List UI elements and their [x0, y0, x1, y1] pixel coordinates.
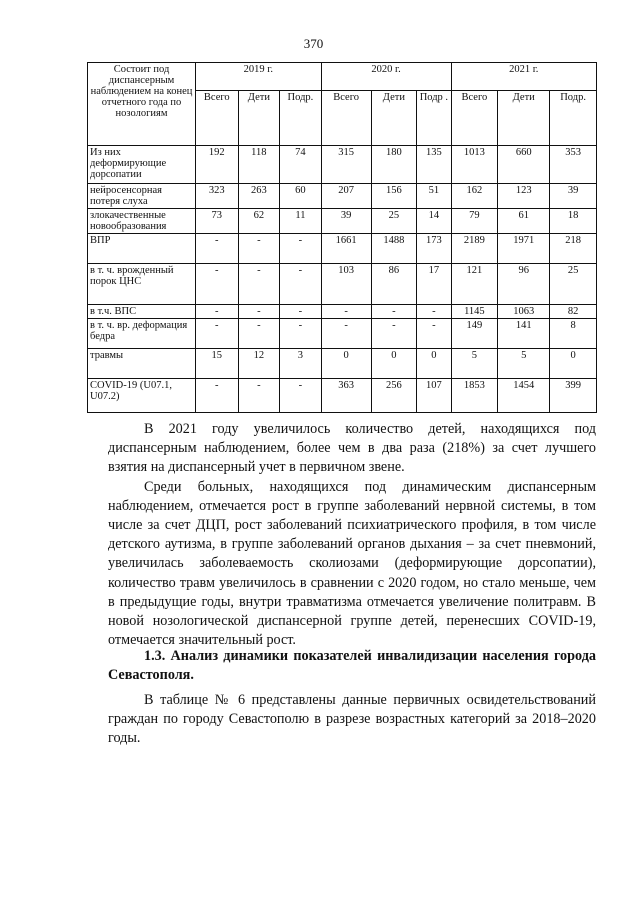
table-cell: 118 — [238, 146, 280, 184]
table-cell: - — [321, 305, 371, 319]
column-header: Подр. — [280, 91, 322, 146]
table-cell: - — [417, 305, 451, 319]
page-number: 370 — [303, 36, 324, 51]
table-cell: 1063 — [498, 305, 550, 319]
table-cell: - — [196, 264, 239, 305]
column-header: Подр . — [417, 91, 451, 146]
body-text-block-1 — [108, 420, 596, 650]
table-row — [88, 379, 597, 413]
table-cell: 141 — [498, 319, 550, 349]
table-cell: - — [371, 305, 417, 319]
table-row — [88, 184, 597, 209]
table-cell: 162 — [451, 184, 498, 209]
table-cell: 5 — [451, 349, 498, 379]
table-cell: - — [196, 379, 239, 413]
table-cell: 14 — [417, 209, 451, 234]
table-cell: - — [280, 264, 322, 305]
column-header: Всего — [196, 91, 239, 146]
table-cell: 315 — [321, 146, 371, 184]
table-cell: - — [280, 305, 322, 319]
table-cell: 17 — [417, 264, 451, 305]
table-cell: - — [280, 234, 322, 264]
table-cell: 61 — [498, 209, 550, 234]
table-cell: 39 — [550, 184, 597, 209]
table-cell: 74 — [280, 146, 322, 184]
table-cell: 0 — [550, 349, 597, 379]
table-row — [88, 349, 597, 379]
table-cell: 11 — [280, 209, 322, 234]
table-cell: - — [196, 234, 239, 264]
table-cell: - — [371, 319, 417, 349]
row-label: в т.ч. ВПС — [88, 305, 196, 319]
table-cell: 79 — [451, 209, 498, 234]
table-row — [88, 234, 597, 264]
table-cell: 149 — [451, 319, 498, 349]
table-row — [88, 264, 597, 305]
table-cell: - — [280, 379, 322, 413]
section-heading: 1.3. Анализ динамики показателей инвалидизации населения города Севастополя. — [108, 648, 596, 684]
table-cell: 103 — [321, 264, 371, 305]
table-cell: 60 — [280, 184, 322, 209]
table-cell: 123 — [498, 184, 550, 209]
table-cell: 173 — [417, 234, 451, 264]
disability-table — [87, 62, 597, 413]
table-row — [88, 319, 597, 349]
table-cell: 256 — [371, 379, 417, 413]
row-label: нейросенсорная потеря слуха — [88, 184, 196, 209]
table-cell: - — [238, 264, 280, 305]
table-cell: 73 — [196, 209, 239, 234]
body-text-block-2 — [108, 691, 596, 749]
table-cell: 0 — [417, 349, 451, 379]
table-cell: 62 — [238, 209, 280, 234]
row-label: злокачественные новообразования — [88, 209, 196, 234]
column-header: Подр. — [550, 91, 597, 146]
table-cell: 180 — [371, 146, 417, 184]
table-cell: 51 — [417, 184, 451, 209]
table-row — [88, 146, 597, 184]
table-cell: 1488 — [371, 234, 417, 264]
table-cell: 96 — [498, 264, 550, 305]
table-cell: 1853 — [451, 379, 498, 413]
year-header-row — [88, 63, 597, 91]
row-label: Из них деформирующие дорсопатии — [88, 146, 196, 184]
table-cell: 156 — [371, 184, 417, 209]
table-cell: 121 — [451, 264, 498, 305]
table-cell: 12 — [238, 349, 280, 379]
row-label: ВПР — [88, 234, 196, 264]
table-cell: 660 — [498, 146, 550, 184]
column-header: Дети — [238, 91, 280, 146]
table-row — [88, 209, 597, 234]
table-cell: 25 — [371, 209, 417, 234]
year-header: 2019 г. — [196, 63, 322, 91]
table-cell: 399 — [550, 379, 597, 413]
table-cell: - — [321, 319, 371, 349]
table-cell: 218 — [550, 234, 597, 264]
table-cell: 15 — [196, 349, 239, 379]
table-cell: 135 — [417, 146, 451, 184]
table-cell: - — [238, 379, 280, 413]
column-header: Всего — [451, 91, 498, 146]
corner-header: Состоит под диспансерным наблюдением на конец отчетного года по нозологиям — [88, 63, 196, 146]
paragraph-3: В таблице № 6 представлены данные первичных освидетельствований граждан по городу Севастополю в разрезе возрастных категорий за 2018–2020 годы. — [108, 692, 596, 747]
table-cell: 3 — [280, 349, 322, 379]
table-cell: 263 — [238, 184, 280, 209]
table-cell: - — [196, 319, 239, 349]
table-cell: 363 — [321, 379, 371, 413]
table-cell: 8 — [550, 319, 597, 349]
table-cell: 1661 — [321, 234, 371, 264]
table-cell: 1454 — [498, 379, 550, 413]
table-cell: 1971 — [498, 234, 550, 264]
table-cell: 1013 — [451, 146, 498, 184]
row-label: травмы — [88, 349, 196, 379]
table-cell: 1145 — [451, 305, 498, 319]
table-row — [88, 305, 597, 319]
year-header: 2021 г. — [451, 63, 596, 91]
table-cell: 82 — [550, 305, 597, 319]
table-cell: - — [417, 319, 451, 349]
table-cell: 5 — [498, 349, 550, 379]
row-label: COVID-19 (U07.1, U07.2) — [88, 379, 196, 413]
row-label: в т. ч. врожденный порок ЦНС — [88, 264, 196, 305]
table-cell: - — [280, 319, 322, 349]
row-label: в т. ч. вр. деформация бедра — [88, 319, 196, 349]
table-cell: 107 — [417, 379, 451, 413]
table-cell: 0 — [371, 349, 417, 379]
paragraph-1: В 2021 году увеличилось количество детей, находящихся под диспансерным наблюдением, более чем в два раза (218%) за счет лучшего взятия на диспансерный учет в первичном звене. — [108, 421, 596, 476]
column-header: Всего — [321, 91, 371, 146]
table-cell: 86 — [371, 264, 417, 305]
table-cell: 207 — [321, 184, 371, 209]
table-cell: - — [196, 305, 239, 319]
table-cell: 25 — [550, 264, 597, 305]
table-cell: - — [238, 305, 280, 319]
table-cell: 0 — [321, 349, 371, 379]
table-cell: - — [238, 319, 280, 349]
table-cell: 2189 — [451, 234, 498, 264]
column-header: Дети — [371, 91, 417, 146]
paragraph-2: Среди больных, находящихся под динамическим диспансерным наблюдением, отмечается рост в группе заболеваний нервной системы, в том числе за счет ДЦП, рост заболеваний психиатрического профиля, в том числе детского аутизма, в группе заболеваний органов дыхания – за счет пневмоний, увеличилась заболеваемость сколиозами (деформирующие дорсопатии), количество травм увеличилось в сравнении с 2020 годом, но стало меньше, чем в предыдущие годы, внутри травматизма отмечается увеличение политравм. В новой нозологической диспансерной группе детей, перенесших COVID-19, отмечается значительный рост. — [108, 478, 596, 649]
table-cell: 353 — [550, 146, 597, 184]
table-cell: 192 — [196, 146, 239, 184]
table-cell: - — [238, 234, 280, 264]
year-header: 2020 г. — [321, 63, 451, 91]
table-cell: 18 — [550, 209, 597, 234]
table-cell: 323 — [196, 184, 239, 209]
table-cell: 39 — [321, 209, 371, 234]
column-header: Дети — [498, 91, 550, 146]
